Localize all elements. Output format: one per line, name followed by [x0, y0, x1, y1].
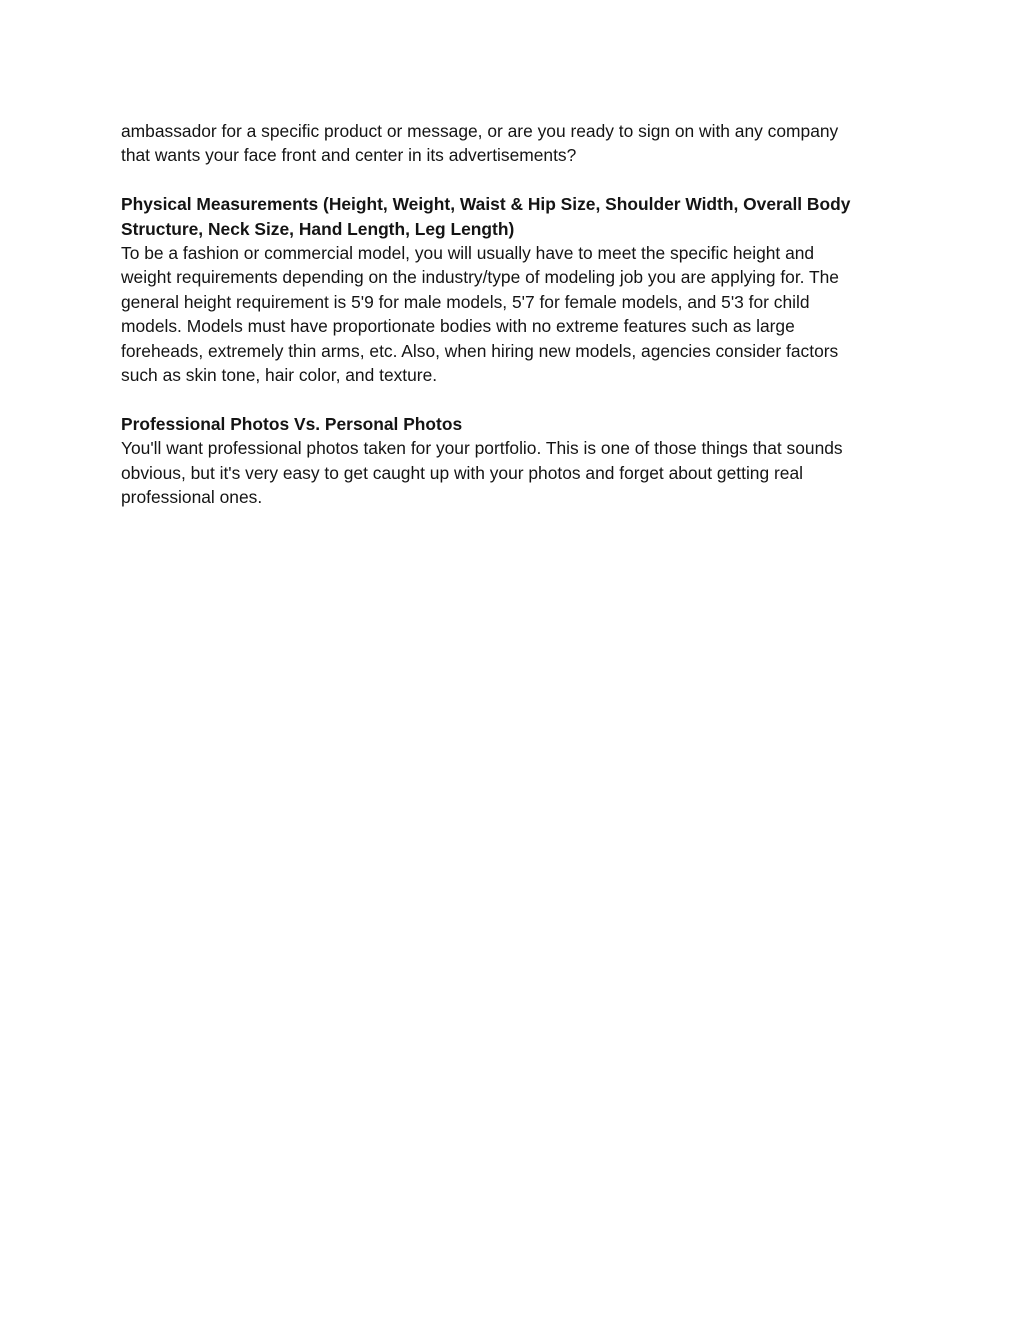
heading-line: Structure, Neck Size, Hand Length, Leg Length) — [121, 218, 515, 239]
paragraph-spacer — [121, 168, 911, 192]
heading-line: Physical Measurements (Height, Weight, Waist & Hip Size, Shoulder Width, Overall Body — [121, 194, 851, 215]
section-heading — [121, 412, 911, 436]
section-physical-measurements — [121, 192, 911, 387]
body-line: such as skin tone, hair color, and texture. — [121, 365, 438, 386]
section-professional-photos — [121, 412, 911, 510]
section-heading — [121, 192, 911, 241]
body-line: You'll want professional photos taken for your portfolio. This is one of those things that sounds — [121, 438, 843, 459]
heading-line: Professional Photos Vs. Personal Photos — [121, 413, 463, 434]
section-body — [121, 436, 911, 509]
body-line: professional ones. — [121, 487, 263, 508]
body-line: obvious, but it's very easy to get caught up with your photos and forget about getting real — [121, 462, 803, 483]
intro-line: that wants your face front and center in its advertisements? — [121, 145, 577, 166]
paragraph-spacer — [121, 387, 911, 411]
intro-line: ambassador for a specific product or message, or are you ready to sign on with any company — [121, 121, 839, 141]
intro-paragraph — [121, 119, 911, 168]
body-line: foreheads, extremely thin arms, etc. Also, when hiring new models, agencies consider factors — [121, 340, 839, 361]
body-line: weight requirements depending on the industry/type of modeling job you are applying for. The — [121, 267, 839, 288]
section-body — [121, 241, 911, 387]
document-page — [121, 119, 911, 509]
body-line: general height requirement is 5'9 for male models, 5'7 for female models, and 5'3 for child — [121, 291, 810, 312]
body-line: models. Models must have proportionate bodies with no extreme features such as large — [121, 316, 795, 337]
body-line: To be a fashion or commercial model, you will usually have to meet the specific height and — [121, 243, 815, 264]
